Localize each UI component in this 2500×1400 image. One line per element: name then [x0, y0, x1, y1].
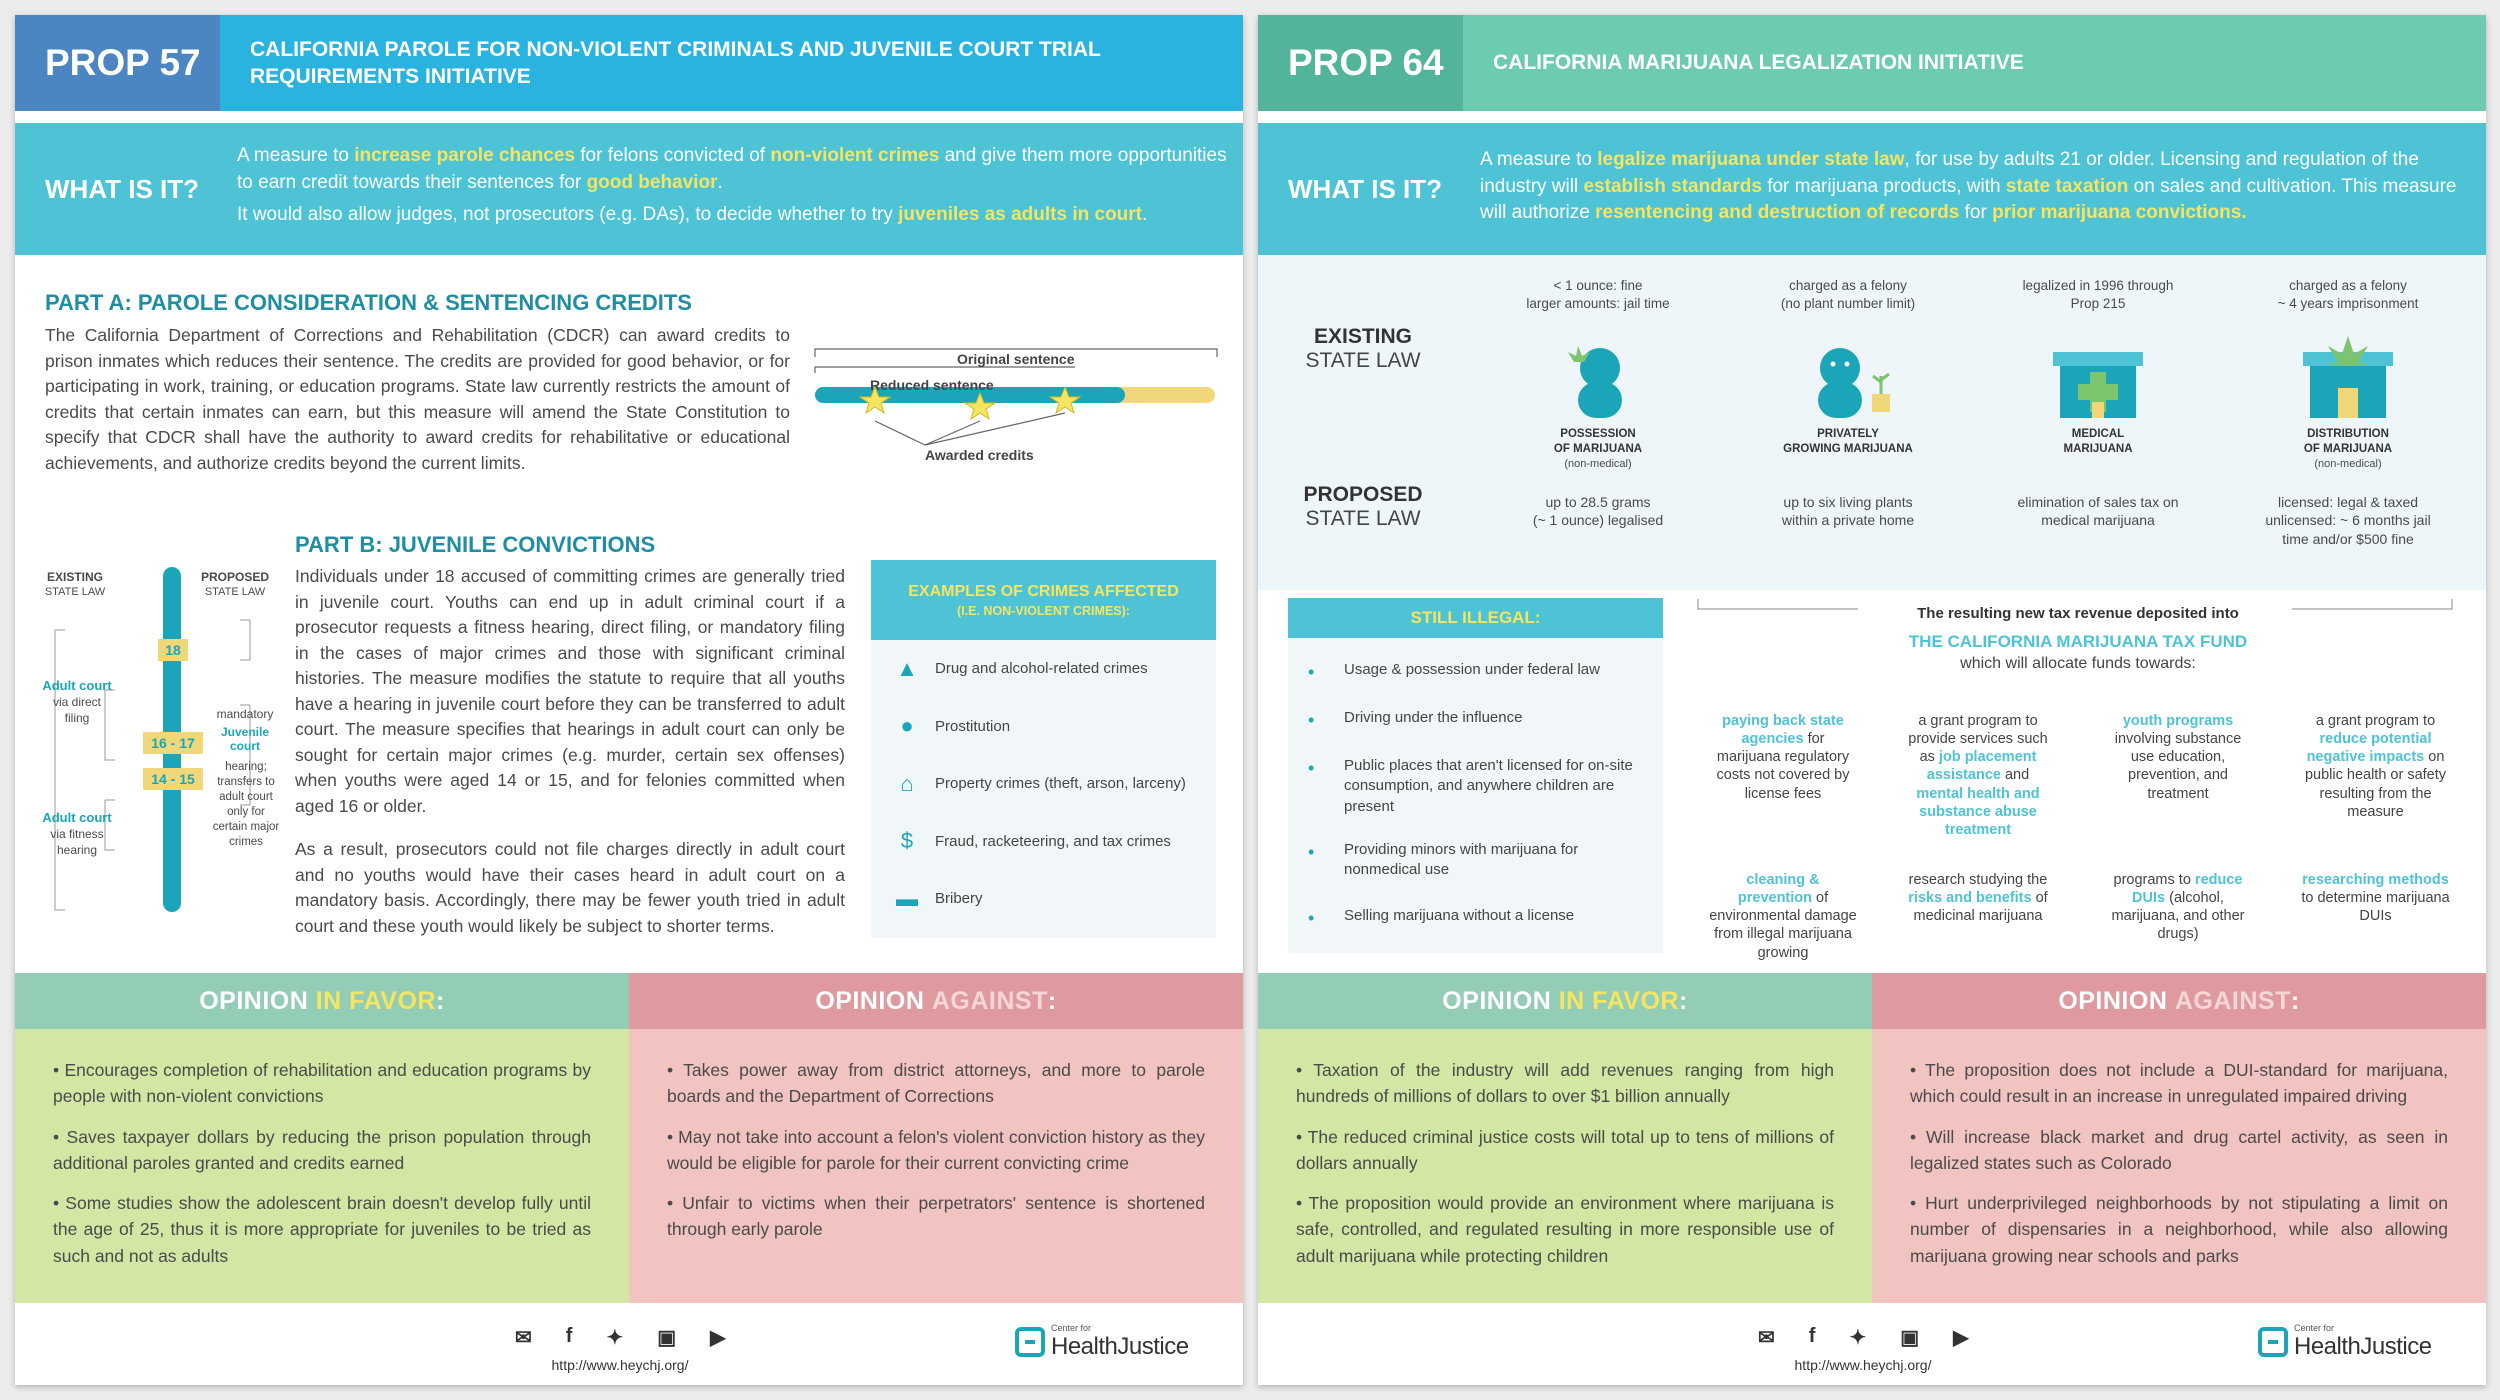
state-law-word: STATE LAW — [1305, 349, 1421, 372]
footer — [1258, 1305, 2486, 1385]
against-header: OPINION AGAINST : — [1872, 973, 2486, 1029]
still-illegal-item: • Usage & possession under federal law — [1308, 660, 1648, 680]
lips-icon: ● — [900, 713, 914, 739]
law-name: DISTRIBUTION OF MARIJUANA — [2303, 428, 2393, 456]
health-justice-logo — [2258, 1323, 2432, 1361]
footer — [15, 1305, 1243, 1385]
crime-label: Prostitution — [935, 717, 1011, 735]
fund-text: a grant program to — [2315, 713, 2436, 729]
favor-word: OPINION — [1442, 986, 1552, 1015]
against-header: OPINION AGAINST : — [629, 973, 1243, 1029]
fund-item — [2103, 871, 2253, 944]
proposed-law-text: elimination of sales tax on medical marijuana — [2017, 493, 2179, 529]
fund-item — [2298, 712, 2453, 821]
original-sentence-label: Original sentence — [957, 351, 1075, 367]
against-item: • May not take into account a felon's violent conviction history as they would be eligible for parole for their current convicting crime — [667, 1126, 1205, 1173]
person-plant-icon — [1748, 332, 1948, 422]
fund-item — [1708, 871, 1858, 962]
what-text: on sales and cultivation. This measure will authorize — [1480, 175, 2457, 224]
what-text: A measure to — [237, 145, 355, 166]
what-text: . — [717, 171, 723, 193]
highlight: non-violent crimes — [770, 145, 940, 166]
adult-court-direct-sub: via direct filing — [52, 695, 102, 725]
still-illegal-item: • Providing minors with marijuana for nonmedical use — [1308, 840, 1648, 881]
fund-allocate: which will allocate funds towards: — [1960, 655, 2196, 672]
money-hand-icon: ▬ — [896, 885, 918, 911]
highlight: good behavior — [586, 171, 718, 193]
crimes-header — [871, 560, 1216, 640]
crime-item — [871, 813, 1216, 871]
fund-highlight: youth programs — [2122, 713, 2234, 729]
fund-text: a grant program to provide services such as — [1908, 713, 2048, 766]
proposed-label-2: STATE LAW — [204, 586, 266, 598]
fund-text: on public health or safety resulting from the measure — [2304, 749, 2447, 820]
still-illegal-item: • Selling marijuana without a license — [1308, 906, 1648, 926]
fund-item — [1903, 712, 2053, 839]
against-word-highlight: AGAINST — [931, 986, 1048, 1015]
law-distribution — [2248, 277, 2448, 548]
medical-store-icon — [1998, 332, 2198, 422]
existing-law-text: charged as a felony ~ 4 years imprisonment — [2277, 278, 2419, 311]
favor-item: • The proposition would provide an environment where marijuana is safe, controlled, and regulated resulting in more responsible use of adult marijuana while protecting children — [1296, 1193, 1834, 1266]
twitter-icon[interactable]: ✦ — [606, 1327, 624, 1349]
awarded-credits-label: Awarded credits — [925, 447, 1034, 463]
prop64-panel — [1258, 15, 2486, 1385]
against-word-highlight: AGAINST — [2174, 986, 2291, 1015]
dispensary-icon — [2248, 332, 2448, 422]
prop64-title: CALIFORNIA MARIJUANA LEGALIZATION INITIATIVE — [1463, 15, 2486, 111]
youtube-icon[interactable]: ▶ — [710, 1327, 726, 1349]
what-text: for felons convicted of — [574, 145, 771, 166]
favor-word-highlight: IN FAVOR — [1558, 986, 1679, 1015]
prop57-what-section — [15, 123, 1243, 255]
twitter-icon[interactable]: ✦ — [1849, 1327, 1867, 1349]
logo-brand-text: HealthJustice — [1051, 1333, 1189, 1360]
prop64-header — [1258, 15, 2486, 111]
prop57-badge: PROP 57 — [15, 15, 220, 111]
logo-small-text: Center for — [1051, 1323, 1092, 1333]
prop57-what-text — [237, 143, 1227, 229]
what-text: for — [1959, 202, 1993, 224]
crime-item — [871, 698, 1216, 756]
instagram-icon[interactable]: ▣ — [657, 1327, 677, 1349]
existing-law-text: < 1 ounce: fine larger amounts: jail time — [1526, 278, 1670, 311]
youtube-icon[interactable]: ▶ — [1953, 1327, 1969, 1349]
age-16-17-badge: 16 - 17 — [143, 732, 203, 754]
sentence-diagram — [795, 335, 1235, 475]
favor-item: • Some studies show the adolescent brain doesn't develop fully until the age of 25, thus it is more appropriate for juveniles to be tried as such and not as adults — [53, 1193, 591, 1266]
fund-text: of medicinal marijuana — [1913, 890, 2048, 925]
prop64-what-section — [1258, 123, 2486, 255]
against-item: • Takes power away from district attorneys, and more to parole boards and the Department of Corrections — [667, 1060, 1205, 1107]
crime-item — [871, 755, 1216, 813]
adult-court-direct: Adult court — [42, 678, 112, 693]
crime-item — [871, 640, 1216, 698]
dollar-icon: $ — [900, 828, 914, 854]
website-link[interactable]: http://www.heychj.org/ — [551, 1357, 689, 1373]
juvenile-diagram — [35, 550, 295, 930]
favor-item: • Taxation of the industry will add revenues ranging from high hundreds of millions of dollars to over $1 billion annually — [1296, 1060, 1834, 1107]
fund-text: to determine marijuana DUIs — [2301, 890, 2450, 925]
law-possession — [1498, 277, 1698, 530]
fund-text: for marijuana regulatory costs not covered by license fees — [1716, 731, 1850, 802]
highlight: increase parole chances — [354, 145, 575, 166]
facebook-icon[interactable]: f — [565, 1325, 573, 1347]
fund-text: (alcohol, marijuana, and other drugs) — [2111, 890, 2245, 943]
crime-label: Drug and alcohol-related crimes — [935, 660, 1148, 678]
logo-brand-text: HealthJustice — [2294, 1333, 2432, 1360]
prop64-badge: PROP 64 — [1258, 15, 1463, 111]
favor-item: • The reduced criminal justice costs will total up to tens of millions of dollars annually — [1296, 1126, 1834, 1173]
favor-header: OPINION IN FAVOR : — [1258, 973, 1872, 1029]
fund-item — [1903, 871, 2053, 925]
proposed-law-text: up to 28.5 grams (~ 1 ounce) legalised — [1532, 494, 1664, 529]
crime-label: Bribery — [935, 890, 983, 908]
logo-mark-icon — [2258, 1327, 2288, 1357]
prop64-what-text — [1480, 147, 2470, 227]
prop57-title: CALIFORNIA PAROLE FOR NON-VIOLENT CRIMINALS AND JUVENILE COURT TRIAL REQUIREMENTS INITIATIVE — [220, 15, 1243, 111]
highlight: establish standards — [1583, 175, 1762, 197]
law-name: POSSESSION OF MARIJUANA — [1553, 428, 1643, 456]
highlight: state taxation — [2005, 175, 2129, 197]
against-list — [1872, 1029, 2486, 1303]
still-illegal-item: • Driving under the influence — [1308, 708, 1648, 728]
mail-icon[interactable]: ✉ — [1758, 1327, 1775, 1349]
law-sub: (non-medical) — [2314, 457, 2382, 470]
fund-highlight: reduce DUIs — [2132, 872, 2243, 907]
what-label: WHAT IS IT? — [45, 173, 200, 204]
logo-mark-icon — [1015, 1327, 1045, 1357]
proposed-law-text: up to six living plants within a private home — [1781, 493, 1915, 529]
mandatory-label: mandatory — [216, 707, 274, 721]
fund-name: THE CALIFORNIA MARIJUANA TAX FUND — [1908, 632, 2248, 651]
favor-word-highlight: IN FAVOR — [315, 986, 436, 1015]
what-text: A measure to — [1480, 149, 1598, 170]
law-name: PRIVATELY GROWING MARIJUANA — [1783, 428, 1913, 456]
law-comparison — [1258, 255, 2486, 590]
facebook-icon[interactable]: f — [1808, 1325, 1816, 1347]
person-leaf-icon — [1498, 332, 1698, 422]
prop57-panel — [15, 15, 1243, 1385]
still-illegal-title: STILL ILLEGAL: — [1288, 598, 1663, 638]
highlight: prior marijuana convictions. — [1992, 202, 2247, 224]
prop57-header — [15, 15, 1243, 111]
adult-court-fitness: Adult court — [42, 810, 112, 825]
crimes-affected-box — [871, 560, 1216, 938]
law-medical — [1998, 277, 2198, 529]
still-illegal-item: • Public places that aren't licensed for on-site consumption, and anywhere children are present — [1308, 756, 1648, 817]
part-b-body-1: Individuals under 18 accused of committing crimes are generally tried in juvenile court. Youths can end up in adult criminal court if a prosecutor requests a fitness hearing, direct filing, or mandatory filing in the cases of major crimes and those with significant criminal histories. The measure modifies the statute to require that all youths have a hearing in juvenile court before they can be transferred to adult court. The measure specifies that hearings in adult court can only be sought for certain major crimes (e.g. murder, certain sex offenses) when youths were aged 14 or 15, and for felonies committed when aged 16 or older. — [295, 566, 845, 816]
fund-intro: The resulting new tax revenue deposited into — [1917, 605, 2239, 622]
law-name: MEDICAL MARIJUANA — [2063, 428, 2133, 456]
what-text: and give them more opportunities to earn credit towards their sentences for — [237, 145, 1227, 193]
state-law-word: STATE LAW — [1305, 507, 1421, 530]
mail-icon[interactable]: ✉ — [515, 1327, 532, 1349]
part-a-body: The California Department of Corrections and Rehabilitation (CDCR) can award credits to prison inmates which reduces their sentence. The credits are provided for good behavior, or for participating in work, training, or education programs. State law currently restricts the amount of credits that certain inmates can earn, but this measure will amend the State Constitution to specify that CDCR shall have the authority to award credits for rehabilitative or educational achievements, and authorize credits beyond the current limits. — [45, 325, 790, 473]
what-text: . — [1142, 204, 1148, 226]
fund-text: and — [2000, 767, 2030, 784]
health-justice-logo — [1015, 1323, 1189, 1361]
bottle-icon: ▲ — [896, 655, 918, 681]
favor-list — [15, 1029, 629, 1303]
law-sub: (non-medical) — [1564, 457, 1632, 470]
existing-law-label — [1293, 325, 1433, 373]
adult-court-fitness-sub: via fitness hearing — [50, 827, 104, 857]
what-text: for marijuana products, with — [1761, 175, 2006, 197]
against-list — [629, 1029, 1243, 1303]
fund-text: research studying the — [1908, 872, 2048, 888]
existing-label-2: STATE LAW — [44, 586, 106, 598]
crime-item — [871, 870, 1216, 928]
existing-label: EXISTING — [46, 570, 103, 584]
favor-word: OPINION — [199, 986, 309, 1015]
favor-item: • Encourages completion of rehabilitation and education programs by people with non-violent convictions — [53, 1060, 591, 1107]
fund-item — [2298, 871, 2453, 925]
favor-item: • Saves taxpayer dollars by reducing the prison population through additional paroles granted and credits earned — [53, 1126, 591, 1173]
against-item: • Hurt underprivileged neighborhoods by not stipulating a limit on number of dispensaries in a neighborhood, while also allowing marijuana growing near schools and parks — [1910, 1193, 2448, 1266]
fund-highlight: paying back state agencies — [1722, 713, 1844, 748]
against-word: OPINION — [815, 986, 925, 1015]
fund-text: programs to — [2113, 872, 2195, 888]
what-text: , for use by adults 21 or older. Licensing and regulation of the industry will — [1480, 149, 2419, 197]
highlight: juveniles as adults in court — [898, 204, 1143, 226]
against-item: • The proposition does not include a DUI-standard for marijuana, which could result in an increase in unregulated impaired driving — [1910, 1060, 2448, 1107]
proposed-law-text: licensed: legal & taxed unlicensed: ~ 6 months jail time and/or $500 fine — [2265, 494, 2431, 547]
juvenile-court-label: Juvenile court — [220, 725, 270, 753]
crime-label: Fraud, racketeering, and tax crimes — [935, 832, 1171, 850]
house-icon: ⌂ — [900, 770, 914, 796]
age-18-badge: 18 — [158, 639, 188, 661]
part-b-title: PART B: JUVENILE CONVICTIONS — [295, 532, 656, 557]
existing-word: EXISTING — [1313, 325, 1413, 348]
fund-highlight: job placement assistance — [1926, 749, 2037, 784]
highlight: legalize marijuana under state law — [1597, 149, 1905, 170]
fund-text: involving substance use education, prevention, and treatment — [2114, 731, 2242, 802]
proposed-word: PROPOSED — [1303, 483, 1423, 506]
fund-highlight: risks and benefits — [1908, 890, 2032, 907]
social-links — [1758, 1325, 1969, 1350]
highlight: resentencing and destruction of records — [1595, 202, 1960, 224]
law-growing — [1748, 277, 1948, 529]
against-word: OPINION — [2058, 986, 2168, 1015]
crime-label: Property crimes (theft, arson, larceny) — [935, 775, 1186, 793]
what-label: WHAT IS IT? — [1288, 173, 1443, 204]
favor-list — [1258, 1029, 1872, 1303]
what-text: It would also allow judges, not prosecutors (e.g. DAs), to decide whether to try — [237, 204, 899, 226]
part-a-title: PART A: PAROLE CONSIDERATION & SENTENCING CREDITS — [45, 290, 692, 315]
against-item: • Will increase black market and drug cartel activity, as seen in legalized states such as Colorado — [1910, 1126, 2448, 1173]
fund-highlight: reduce potential negative impacts — [2306, 731, 2432, 766]
tax-fund-section — [1688, 595, 2468, 965]
fund-highlight: mental health and substance abuse treatment — [1916, 785, 2040, 838]
part-b-body-2: As a result, prosecutors could not file charges directly in adult court and no youths would have their cases heard in adult court on a mandatory basis. Accordingly, there may be fewer youth tried in adult court and these youth would likely be subject to shorter terms. — [295, 839, 845, 936]
proposed-law-label — [1293, 483, 1433, 531]
existing-law-text: charged as a felony (no plant number limit) — [1780, 278, 1916, 311]
proposed-label: PROPOSED — [200, 570, 269, 584]
crimes-subtitle: (I.E. NON-VIOLENT CRIMES): — [957, 603, 1130, 618]
fund-highlight: cleaning & prevention — [1737, 872, 1820, 907]
transfer-label: hearing; transfers to adult court only for certain major crimes — [212, 761, 280, 848]
against-item: • Unfair to victims when their perpetrators' sentence is shortened through early parole — [667, 1193, 1205, 1240]
reduced-sentence-label: Reduced sentence — [870, 377, 994, 393]
favor-header: OPINION IN FAVOR : — [15, 973, 629, 1029]
crimes-title: EXAMPLES OF CRIMES AFFECTED — [908, 583, 1179, 600]
fund-text: of environmental damage from illegal marijuana growing — [1709, 890, 1857, 961]
existing-law-text: legalized in 1996 through Prop 215 — [2022, 278, 2174, 311]
fund-item — [1708, 712, 1858, 803]
fund-item — [2103, 712, 2253, 803]
still-illegal-box — [1288, 598, 1663, 953]
fund-highlight: researching methods — [2302, 872, 2449, 888]
age-14-15-badge: 14 - 15 — [143, 768, 203, 790]
website-link[interactable]: http://www.heychj.org/ — [1794, 1357, 1932, 1373]
logo-small-text: Center for — [2294, 1323, 2335, 1333]
instagram-icon[interactable]: ▣ — [1900, 1327, 1920, 1349]
social-links — [515, 1325, 726, 1350]
